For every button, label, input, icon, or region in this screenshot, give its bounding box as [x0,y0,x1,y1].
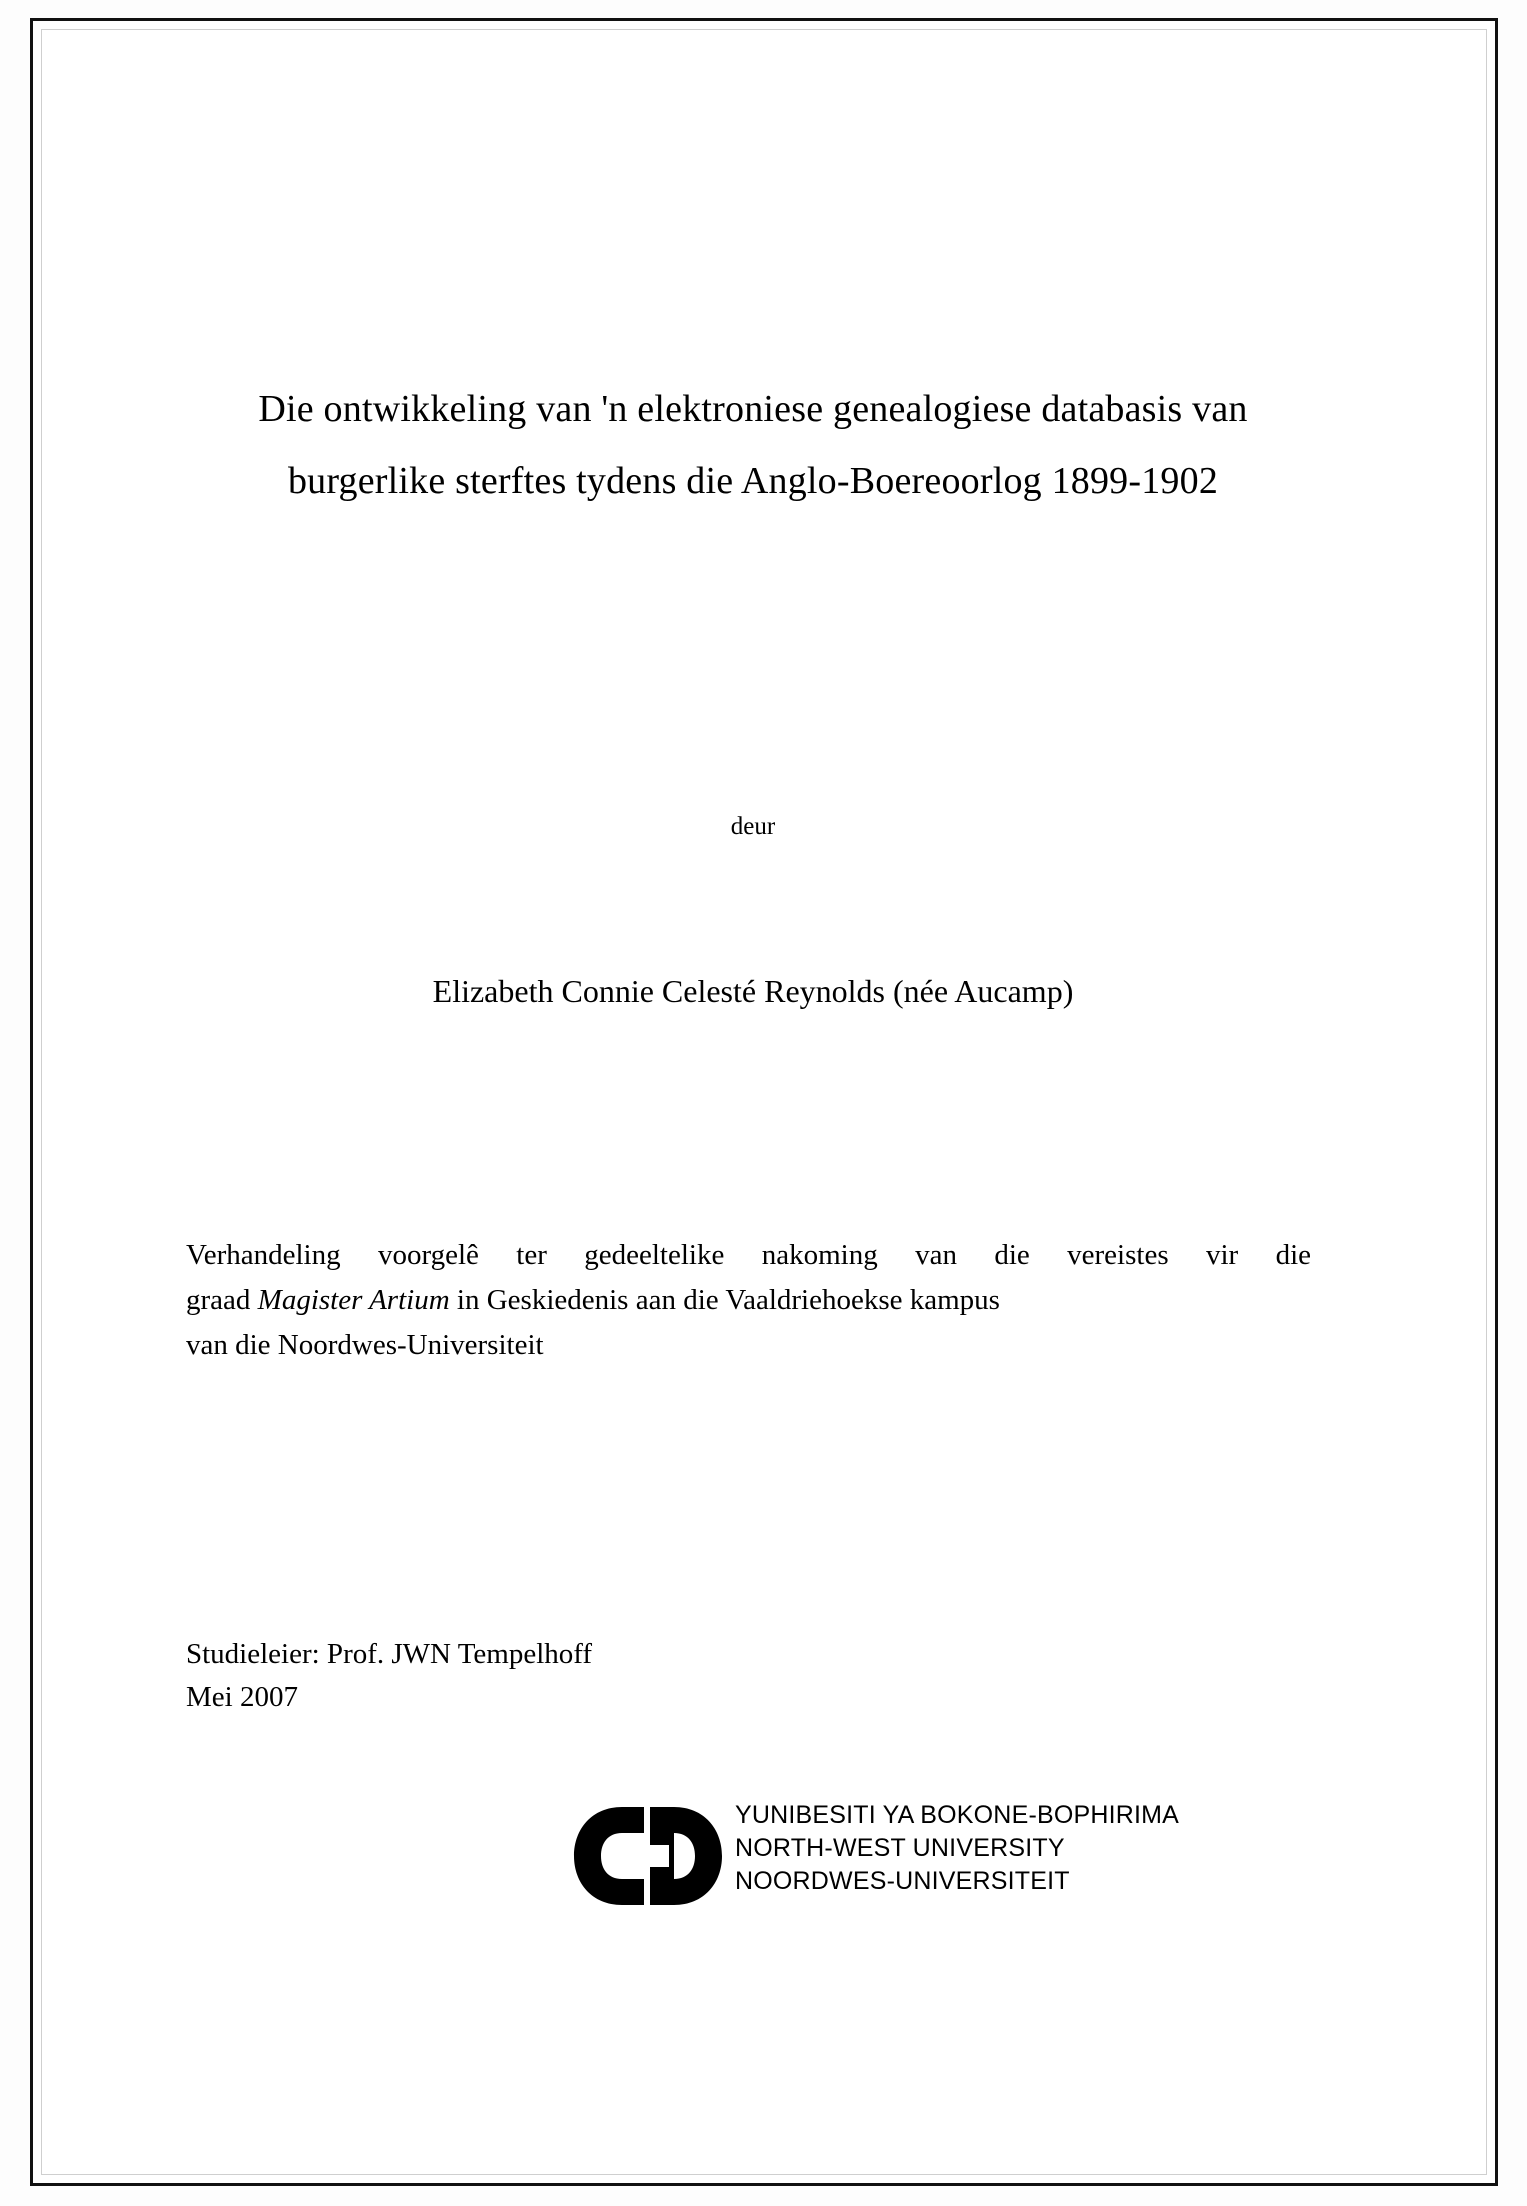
date-line: Mei 2007 [186,1681,298,1713]
by-word: deur [730,813,776,840]
title-line-2: burgerlike sterftes tydens die Anglo-Boereoorlog 1899-1902 [287,460,1219,502]
degree-statement-line-3: van die Noordwes-Universiteit [186,1329,544,1361]
university-logo [570,1793,1210,1923]
north-west-university-logo-icon [570,1801,750,1911]
degree-statement-line-2-post: in Geskiedenis aan die Vaaldriehoekse kampus [449,1284,1000,1316]
supervisor-block [186,1633,1186,1719]
logo-text-block [735,1799,1179,1898]
author-name: Elizabeth Connie Celesté Reynolds (née Aucamp) [432,973,1074,1009]
logo-text-line-2: NORTH-WEST UNIVERSITY [735,1834,1065,1862]
logo-text-line-3: NOORDWES-UNIVERSITEIT [735,1867,1070,1895]
degree-statement-line-2-pre: graad [186,1284,258,1316]
title-line-1: Die ontwikkeling van 'n elektroniese genealogiese databasis van [258,388,1248,430]
title-page-content [150,18,1350,2186]
page-title [188,373,1318,517]
supervisor-line: Studieleier: Prof. JWN Tempelhoff [186,1638,593,1670]
logo-text-line-1: YUNIBESITI YA BOKONE-BOPHIRIMA [735,1801,1180,1829]
degree-statement [186,1233,1311,1368]
degree-statement-line-2 [186,1278,1311,1323]
degree-name: Magister Artium [257,1284,450,1316]
degree-statement-line-1: Verhandeling voorgelê ter gedeeltelike nakoming van die vereistes vir die [186,1239,1311,1271]
